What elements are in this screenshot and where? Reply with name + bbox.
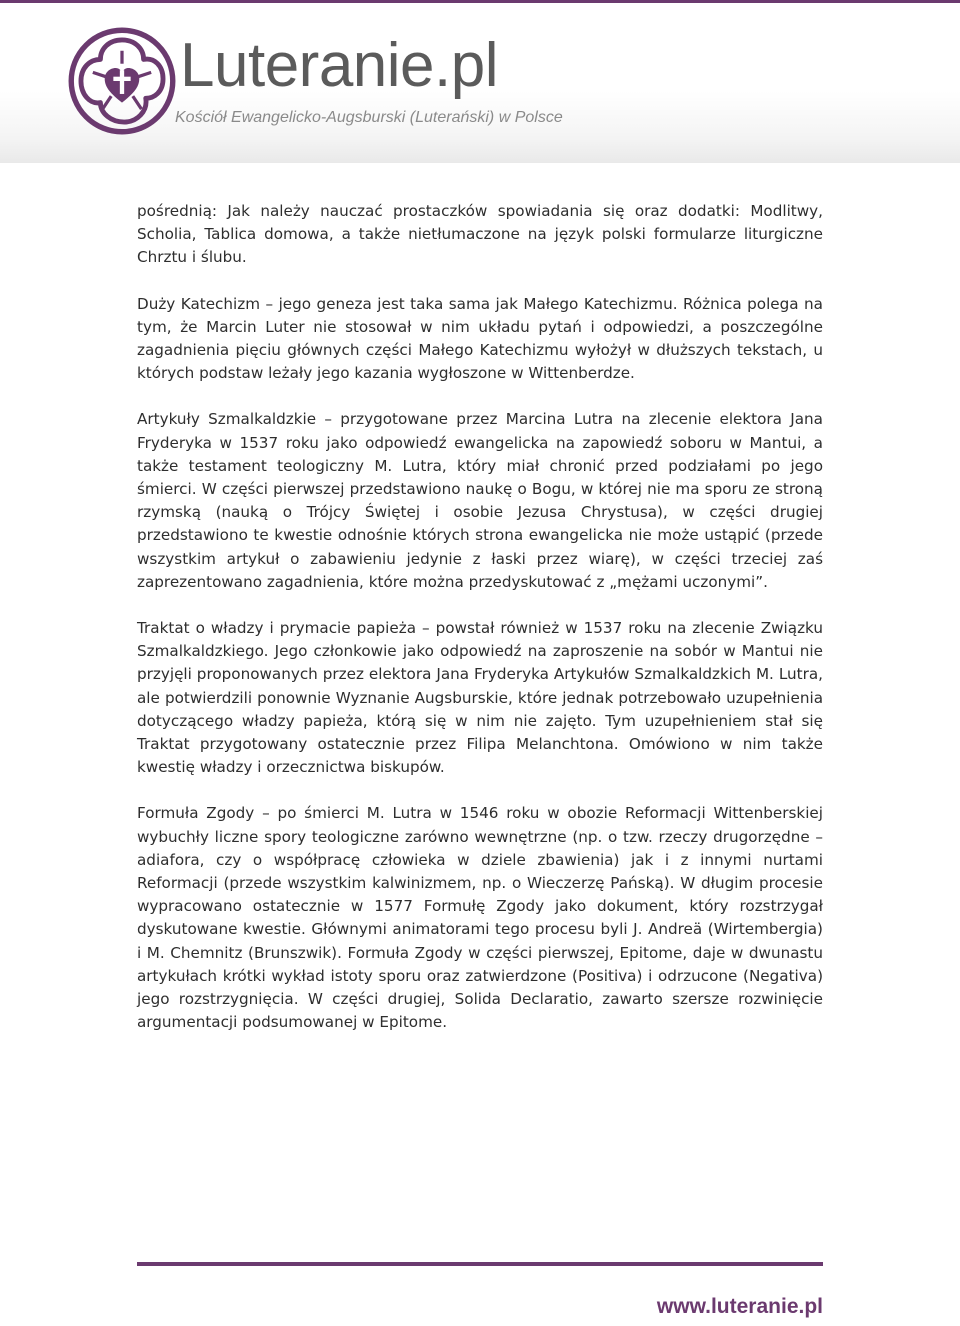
footer-rule	[137, 1262, 823, 1266]
footer-url-link[interactable]: www.luteranie.pl	[656, 1295, 823, 1318]
luther-rose-logo-icon	[68, 27, 176, 135]
brand-title: Luteranie.pl	[180, 31, 499, 100]
paragraph-1: pośrednią: Jak należy nauczać prostaczków spowiadania się oraz dodatki: Modlitwy, Scholia, Tablica domowa, a także nietłumaczone na język polski formularze liturgiczne Chrztu i ślubu.	[137, 202, 823, 267]
paragraph-3: Artykuły Szmalkaldzkie – przygotowane przez Marcina Lutra na zlecenie elektora Jana Fryderyka w 1537 roku jako odpowiedź ewangelicka na zapowiedź soboru w Mantui, a także testament teologiczny M. Lutra, który miał chronić przed podziałami po jego śmierci. W części pierwszej przedstawiono naukę o Bogu, w której nie ma sporu ze stroną rzymską (nauką o Trójcy Świętej i osobie Jezusa Chrystusa), w części drugiej przedstawiono te kwestie odnośnie których strona ewangelicka nie może ustąpić (przede wszystkim artykuł o zabawieniu jedynie z łaski przez wiarę), w części trzeciej zaś zaprezentowano zagadnienia, które można przedyskutować z „mężami uczonymi”.	[137, 410, 823, 591]
document-body	[137, 200, 823, 1058]
page-header	[0, 3, 960, 163]
brand-tagline: Kościół Ewangelicko-Augsburski (Luterański) w Polsce	[175, 109, 563, 126]
paragraph-2: Duży Katechizm – jego geneza jest taka sama jak Małego Katechizmu. Różnica polega na tym, że Marcin Luter nie stosował w nim układu pytań i odpowiedzi, a poszczególne zagadnienia pięciu głównych części Małego Katechizmu wyłożył w dłuższych tekstach, u których podstaw leżały jego kazania wygłoszone w Wittenberdze.	[137, 294, 823, 383]
paragraph-4: Traktat o władzy i prymacie papieża – powstał również w 1537 roku na zlecenie Związku Szmalkaldzkiego. Jego członkowie jako odpowiedź na zaproszenie na sobór w Mantui nie przyjęli proponowanych przez elektora Jana Fryderyka Artykułów Szmalkaldzkich M. Lutra, ale potwierdzili ponownie Wyznanie Augsburskie, które jednak potrzebowało uzupełnienia dotyczącego władzy papieża, którą się w nim nie zajęto. Tym uzupełnieniem stał się Traktat przygotowany ostatecznie przez Filipa Melanchtona. Omówiono w nim także kwestię władzy i orzecznictwa biskupów.	[137, 619, 823, 777]
paragraph-5: Formuła Zgody – po śmierci M. Lutra w 1546 roku w obozie Reformacji Wittenberskiej wybuchły liczne spory teologiczne zarówno wewnętrzne (np. o tzw. rzeczy drugorzędne – adiafora, czy o współpracę człowieka w dziele zbawienia) jak i z innymi nurtami Reformacji (przede wszystkim kalwinizmem, np. o Wieczerzę Pańską). W długim procesie wypracowano ostatecznie w 1577 Formułę Zgody jako dokument, który rozstrzygał dyskutowane kwestie. Głównymi animatorami tego procesu byli J. Andreä (Wirtembergia) i M. Chemnitz (Brunszwik). Formuła Zgody w części pierwszej, Epitome, daje w dwunastu artykułach krótki wykład istoty sporu oraz zatwierdzone (Positiva) i odrzucone (Negativa) jego rozstrzygnięcia. W części drugiej, Solida Declaratio, zawarto szersze rozwinięcie argumentacji podsumowanej w Epitome.	[137, 804, 823, 1032]
